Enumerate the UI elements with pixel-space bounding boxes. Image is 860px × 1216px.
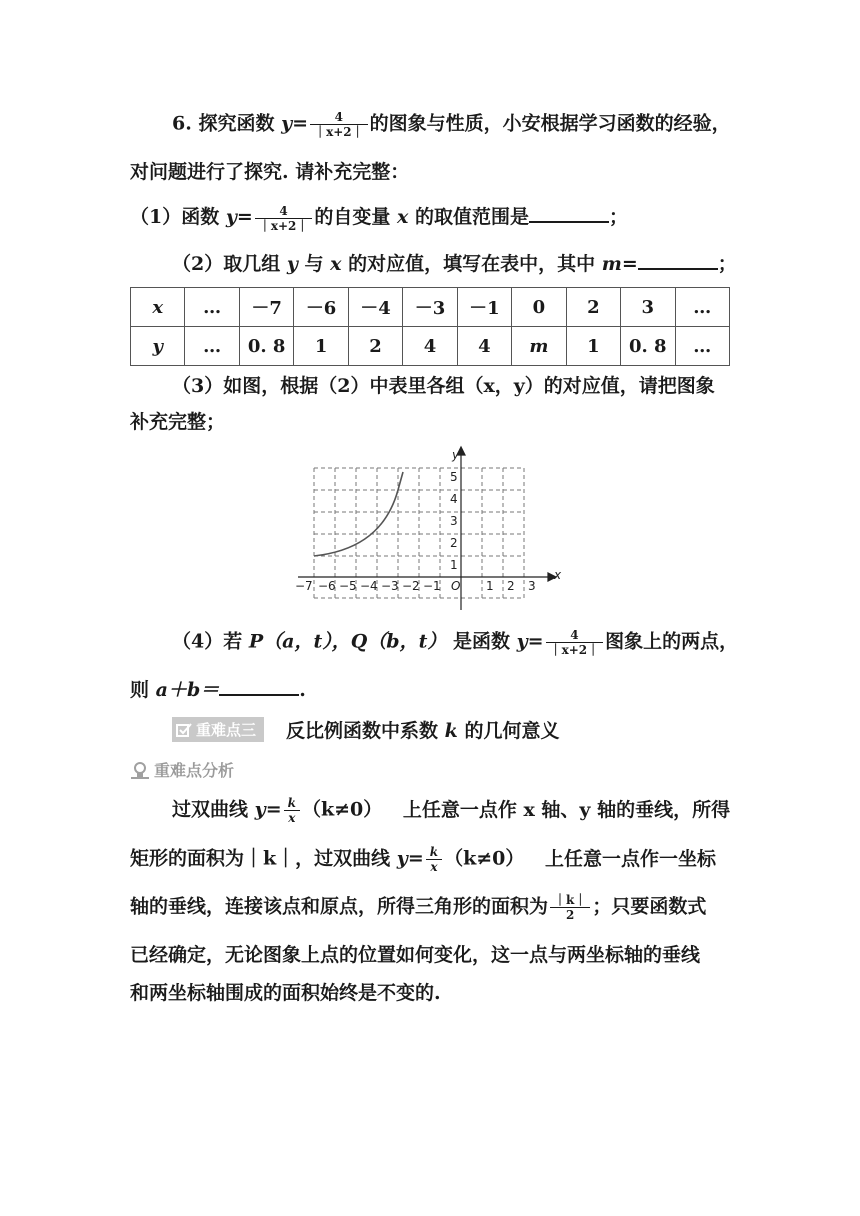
analysis-line3 [130,893,706,922]
points-pq: P（a，t），Q（b，t） [248,630,447,653]
table-row-x [131,288,730,327]
a-plus-b: a＋b＝ [155,679,220,701]
q1-text-b: 的自变量 [314,206,391,228]
table-cell: 2 [348,327,402,366]
analysis-text-b: 上任意一点作一坐标 [545,847,717,870]
fraction-4-over-abs [310,110,368,139]
section-header [172,716,559,743]
function-graph [290,445,570,615]
frac-denominator: ｜x+2｜ [258,218,309,233]
table-cell: … [185,288,239,327]
table-cell: －1 [457,288,511,327]
frac-numerator: 4 [255,204,313,219]
section-tag-text: 重难点三 [196,721,257,739]
equals-sign: = [236,206,253,228]
x-tick-label: −6 [318,579,336,593]
table-cell: … [675,327,729,366]
section-title-a: 反比例函数中系数 [286,720,439,742]
equals-sign: = [265,798,282,821]
fraction-k-over-x [426,845,442,874]
x-tick-label: −4 [360,579,378,593]
x-tick-label: 1 [486,579,494,593]
question-2 [172,250,737,277]
var-x: x [330,253,342,275]
section-title [286,716,559,743]
origin-label: O [451,579,461,593]
var-y: y [254,798,266,821]
condition-k: （k≠0） [301,798,383,821]
table-cell: … [185,327,239,366]
table-cell: y [131,327,185,366]
condition-k: （k≠0） [444,847,525,870]
checkbox-icon [176,722,192,738]
var-y: y [281,112,293,135]
analysis-text-b: 上任意一点作 x 轴、y 轴的垂线，所得 [402,798,731,821]
analysis-header [130,758,234,781]
x-tick-label: 3 [528,579,536,593]
curve-left-branch [314,472,403,556]
frac-numerator: ｜k｜ [550,893,590,908]
table-cell: 0. 8 [621,327,675,366]
table-cell: 0 [512,288,566,327]
equals-sign: = [621,253,638,275]
table-cell: 1 [566,327,620,366]
table-cell: －4 [348,288,402,327]
q4-text-c: 图象上的两点， [605,630,739,653]
q2-text-c: 的对应值，填写在表中，其中 [348,253,596,275]
var-y: y [516,630,528,653]
frac-numerator: k [426,845,442,860]
y-axis-label: y [452,448,460,462]
frac-denominator: x [288,811,296,825]
table-cell: … [675,288,729,327]
x-axis-label: x [554,568,562,582]
analysis-text: 矩形的面积为｜k｜，过双曲线 [130,847,391,870]
q1-text-c: 的取值范围是 [414,206,529,228]
q4-end: . [299,679,306,701]
x-tick-label: −5 [339,579,357,593]
q1-text: （1）函数 [130,206,220,228]
equals-sign: = [292,112,309,135]
q2-text-b: 与 [304,253,324,275]
fraction-4-over-abs [546,628,604,657]
analysis-tag-text: 重难点分析 [154,761,235,780]
question-3-line1: （3）如图，根据（2）中表里各组（x，y）的对应值，请把图象 [172,375,715,397]
var-k: k [444,720,458,742]
question-4-line1 [172,628,738,657]
problem-intro-line1 [172,110,731,139]
equals-sign: = [527,630,544,653]
intro-text-b: 的图象与性质，小安根据学习函数的经验， [369,112,731,135]
analysis-text-b: ；只要函数式 [592,895,707,918]
section-tag [172,717,264,742]
q2-text: （2）取几组 [172,253,281,275]
analysis-text: 轴的垂线，连接该点和原点，所得三角形的面积为 [130,895,549,918]
analysis-line4: 已经确定，无论图象上点的位置如何变化，这一点与两坐标轴的垂线 [130,944,701,966]
y-tick-label: 3 [450,514,458,528]
answer-blank-q2[interactable] [638,250,718,270]
frac-denominator: ｜x+2｜ [549,643,600,657]
y-tick-label: 1 [450,558,458,572]
frac-numerator: k [284,796,300,811]
frac-denominator: ｜x+2｜ [314,125,364,139]
table-cell: －3 [403,288,457,327]
var-y: y [225,206,237,228]
table-cell: 2 [566,288,620,327]
frac-numerator: 4 [546,628,604,643]
fraction-absk-over-2 [550,893,590,922]
lightbulb-icon [130,760,150,780]
x-tick-label: −2 [402,579,420,593]
problem-intro-line2: 对问题进行了探究. 请补充完整： [130,161,410,183]
table-cell: 3 [621,288,675,327]
frac-numerator: 4 [310,110,368,125]
var-y: y [286,253,298,275]
analysis-line1 [172,796,730,825]
q4-text-b: 是函数 [452,630,510,653]
table-cell: －7 [239,288,293,327]
intro-text: 探究函数 [198,112,275,135]
table-cell: 1 [294,327,348,366]
question-3-line2: 补充完整； [130,411,226,433]
analysis-line5: 和两坐标轴围成的面积始终是不变的. [130,982,441,1004]
var-m: m [601,253,622,275]
table-cell: x [131,288,185,327]
problem-number: 6. [172,112,192,135]
x-tick-label: 2 [507,579,515,593]
table-cell: －6 [294,288,348,327]
fraction-4-over-abs [255,204,313,233]
frac-denominator: x [430,860,438,874]
fraction-k-over-x [284,796,300,825]
table-cell: 4 [457,327,511,366]
analysis-line2 [130,845,716,874]
q2-end: ； [717,253,737,275]
x-tick-label: −7 [295,579,313,593]
table-cell: m [512,327,566,366]
y-tick-label: 4 [450,492,458,506]
equals-sign: = [407,847,424,870]
table-row-y [131,327,730,366]
answer-blank-q1[interactable] [529,203,609,223]
q4-line2-text: 则 [130,679,150,701]
var-y: y [396,847,408,870]
q1-end: ； [609,206,629,228]
analysis-text: 过双曲线 [172,798,249,821]
table-cell: 4 [403,327,457,366]
question-4-line2 [130,676,306,703]
x-tick-label: −1 [423,579,441,593]
y-tick-label: 2 [450,536,458,550]
table-cell: 0. 8 [239,327,293,366]
question-1 [130,203,628,233]
section-title-b: 的几何意义 [464,720,560,742]
value-table [130,287,730,366]
q4-text: （4）若 [172,630,243,653]
var-x: x [397,206,409,228]
answer-blank-q4[interactable] [219,676,299,696]
frac-denominator: 2 [566,908,575,922]
y-tick-label: 5 [450,470,458,484]
x-tick-label: −3 [381,579,399,593]
